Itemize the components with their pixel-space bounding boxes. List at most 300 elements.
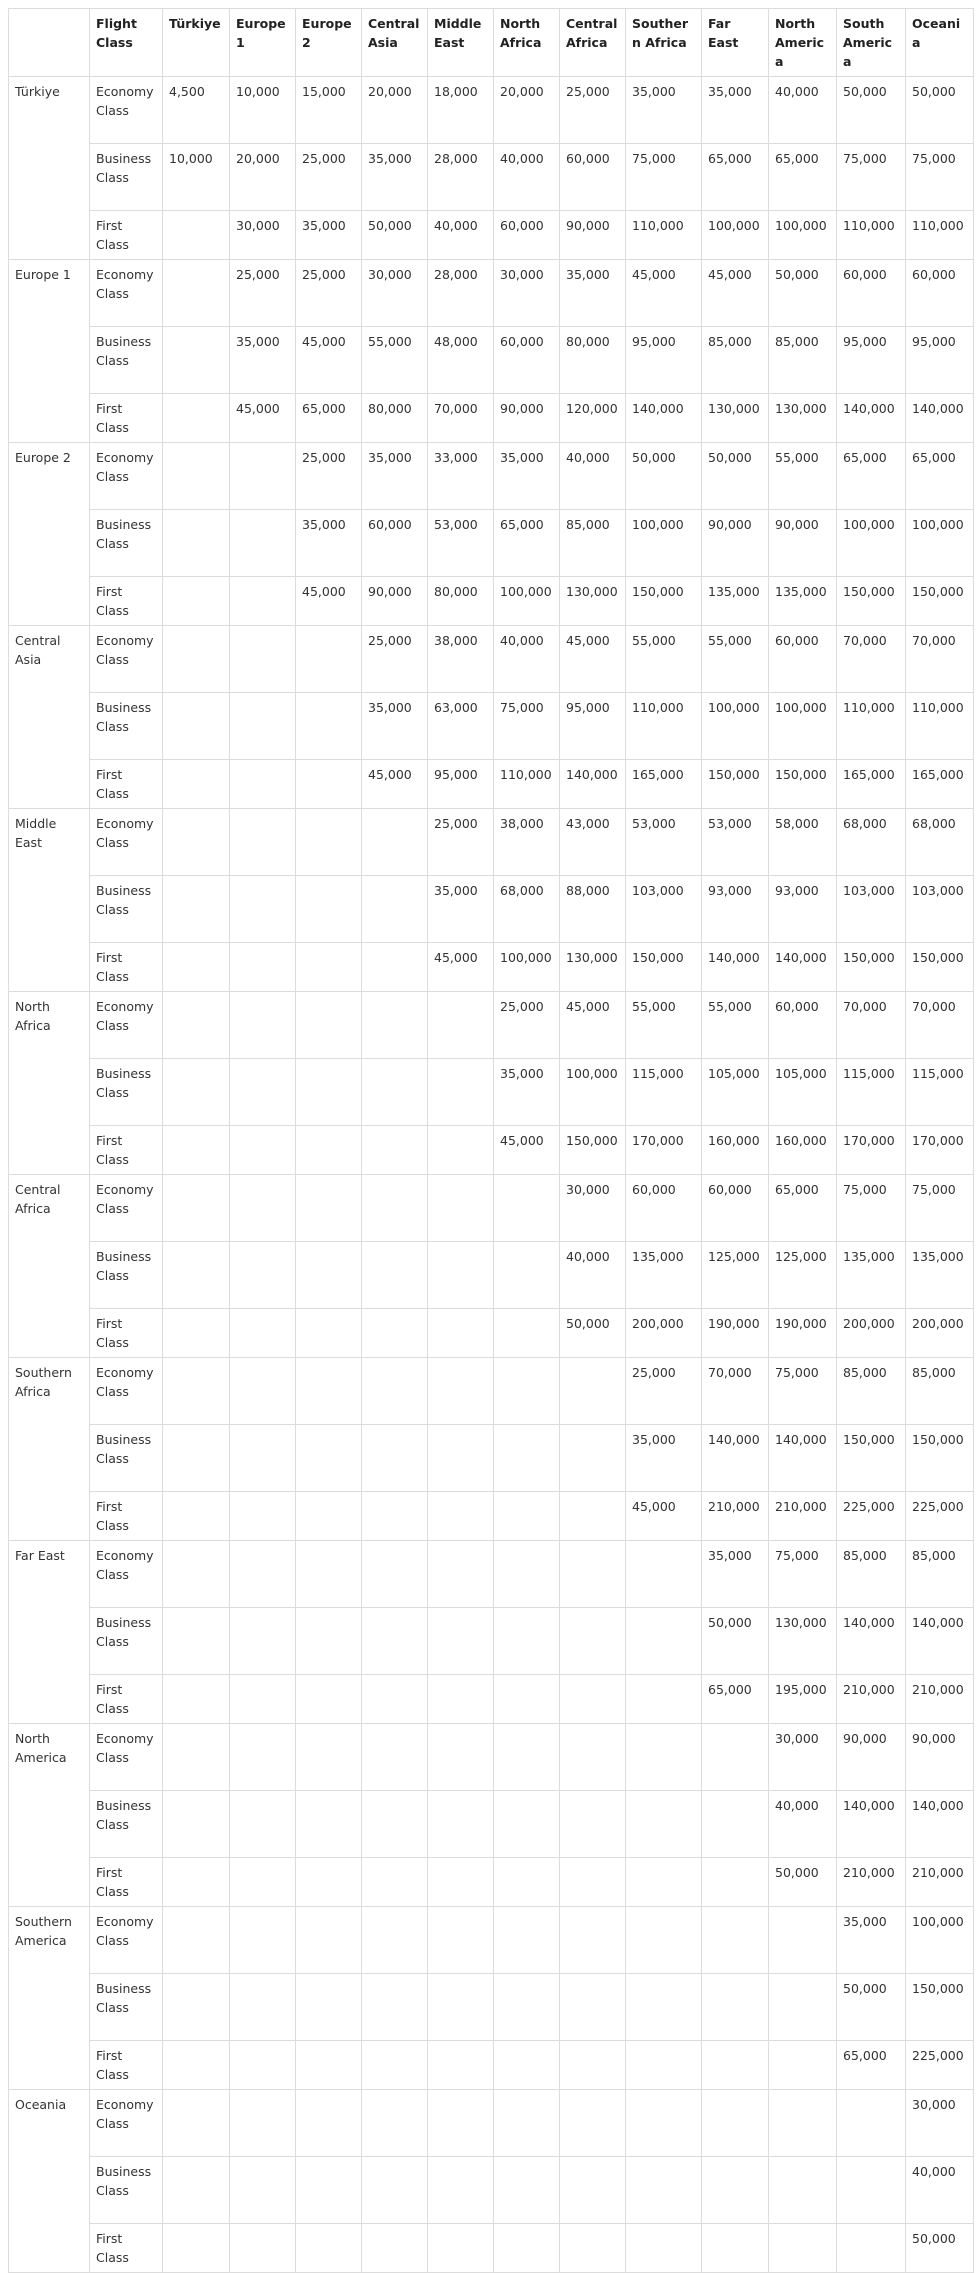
miles-value-cell	[560, 1358, 626, 1425]
miles-value-cell	[362, 1608, 428, 1675]
table-row	[9, 760, 974, 809]
table-row	[9, 1492, 974, 1541]
miles-value-cell: 70,000	[837, 992, 906, 1059]
miles-value-cell: 55,000	[362, 327, 428, 394]
flight-class-cell: Business Class	[90, 2157, 163, 2224]
origin-region-cell: Southern America	[9, 1907, 90, 2090]
miles-value-cell	[230, 1791, 296, 1858]
miles-value-cell: 60,000	[494, 327, 560, 394]
miles-value-cell	[296, 943, 362, 992]
miles-value-cell: 55,000	[626, 992, 702, 1059]
miles-value-cell: 90,000	[769, 510, 837, 577]
miles-value-cell	[163, 577, 230, 626]
table-row	[9, 1358, 974, 1425]
miles-value-cell	[163, 1791, 230, 1858]
miles-value-cell: 55,000	[702, 992, 769, 1059]
miles-value-cell	[702, 1791, 769, 1858]
miles-value-cell: 190,000	[702, 1309, 769, 1358]
miles-value-cell: 50,000	[769, 1858, 837, 1907]
miles-value-cell: 50,000	[906, 2224, 974, 2273]
miles-value-cell	[702, 1858, 769, 1907]
flight-class-cell: Business Class	[90, 327, 163, 394]
miles-value-cell	[230, 1907, 296, 1974]
flight-class-cell: First Class	[90, 1858, 163, 1907]
miles-value-cell	[163, 1309, 230, 1358]
miles-value-cell: 110,000	[494, 760, 560, 809]
miles-value-cell: 150,000	[837, 577, 906, 626]
miles-value-cell	[362, 1907, 428, 1974]
column-header-destination: Türkiye	[163, 9, 230, 77]
miles-value-cell	[837, 2224, 906, 2273]
miles-value-cell: 165,000	[626, 760, 702, 809]
miles-value-cell: 150,000	[906, 943, 974, 992]
miles-value-cell	[296, 2224, 362, 2273]
table-row	[9, 1608, 974, 1675]
miles-value-cell: 48,000	[428, 327, 494, 394]
miles-value-cell: 35,000	[560, 260, 626, 327]
table-row	[9, 1541, 974, 1608]
origin-region-cell: Far East	[9, 1541, 90, 1724]
miles-value-cell: 60,000	[906, 260, 974, 327]
origin-region-cell: Southern Africa	[9, 1358, 90, 1541]
miles-value-cell	[230, 2090, 296, 2157]
miles-value-cell: 43,000	[560, 809, 626, 876]
miles-value-cell	[494, 2041, 560, 2090]
miles-value-cell	[362, 1791, 428, 1858]
miles-value-cell	[428, 2041, 494, 2090]
miles-value-cell: 50,000	[560, 1309, 626, 1358]
miles-value-cell	[428, 1791, 494, 1858]
miles-value-cell	[362, 2041, 428, 2090]
miles-value-cell: 30,000	[494, 260, 560, 327]
table-row	[9, 443, 974, 510]
miles-value-cell: 135,000	[626, 1242, 702, 1309]
miles-value-cell	[626, 2224, 702, 2273]
miles-value-cell: 85,000	[906, 1358, 974, 1425]
miles-value-cell	[296, 693, 362, 760]
table-header-row	[9, 9, 974, 77]
miles-value-cell: 150,000	[769, 760, 837, 809]
miles-value-cell	[702, 1724, 769, 1791]
miles-value-cell: 95,000	[428, 760, 494, 809]
miles-value-cell: 140,000	[769, 1425, 837, 1492]
miles-value-cell	[296, 1425, 362, 1492]
miles-value-cell: 200,000	[837, 1309, 906, 1358]
miles-value-cell	[702, 2157, 769, 2224]
miles-value-cell	[296, 1358, 362, 1425]
miles-value-cell: 25,000	[296, 260, 362, 327]
miles-value-cell: 160,000	[769, 1126, 837, 1175]
miles-value-cell: 103,000	[837, 876, 906, 943]
miles-value-cell	[163, 760, 230, 809]
miles-value-cell: 45,000	[296, 577, 362, 626]
miles-value-cell: 170,000	[626, 1126, 702, 1175]
miles-value-cell: 20,000	[362, 77, 428, 144]
miles-value-cell	[494, 1974, 560, 2041]
miles-value-cell	[702, 2224, 769, 2273]
miles-value-cell	[626, 1724, 702, 1791]
miles-value-cell: 68,000	[494, 876, 560, 943]
flight-class-cell: Business Class	[90, 1791, 163, 1858]
miles-value-cell: 135,000	[837, 1242, 906, 1309]
table-row	[9, 1126, 974, 1175]
miles-value-cell	[494, 1608, 560, 1675]
miles-value-cell: 115,000	[906, 1059, 974, 1126]
corner-header-cell	[9, 9, 90, 77]
miles-value-cell	[163, 2224, 230, 2273]
flight-class-cell: Business Class	[90, 510, 163, 577]
miles-value-cell	[494, 2090, 560, 2157]
miles-value-cell: 140,000	[837, 394, 906, 443]
miles-value-cell: 35,000	[626, 1425, 702, 1492]
table-row	[9, 809, 974, 876]
miles-value-cell: 150,000	[906, 577, 974, 626]
miles-value-cell: 60,000	[837, 260, 906, 327]
miles-value-cell: 150,000	[626, 577, 702, 626]
miles-value-cell	[769, 1974, 837, 2041]
miles-value-cell: 75,000	[626, 144, 702, 211]
miles-value-cell: 110,000	[837, 211, 906, 260]
flight-class-cell: Economy Class	[90, 1358, 163, 1425]
miles-value-cell	[494, 1675, 560, 1724]
origin-region-cell: Türkiye	[9, 77, 90, 260]
table-row	[9, 77, 974, 144]
miles-value-cell	[163, 1358, 230, 1425]
miles-value-cell: 50,000	[906, 77, 974, 144]
miles-value-cell	[428, 1541, 494, 1608]
miles-value-cell	[560, 1974, 626, 2041]
miles-value-cell	[230, 1358, 296, 1425]
miles-value-cell	[769, 1907, 837, 1974]
miles-value-cell: 225,000	[906, 1492, 974, 1541]
miles-value-cell	[362, 876, 428, 943]
miles-value-cell	[296, 1492, 362, 1541]
miles-value-cell	[494, 1791, 560, 1858]
miles-value-cell	[626, 2041, 702, 2090]
miles-value-cell	[163, 1126, 230, 1175]
table-row	[9, 2157, 974, 2224]
miles-value-cell	[428, 2157, 494, 2224]
miles-value-cell: 70,000	[906, 626, 974, 693]
miles-value-cell: 100,000	[769, 211, 837, 260]
origin-region-cell: Central Asia	[9, 626, 90, 809]
miles-value-cell	[626, 2157, 702, 2224]
miles-value-cell: 25,000	[296, 144, 362, 211]
miles-value-cell: 35,000	[837, 1907, 906, 1974]
miles-value-cell	[230, 809, 296, 876]
miles-value-cell: 130,000	[560, 943, 626, 992]
miles-value-cell	[494, 1492, 560, 1541]
miles-value-cell: 65,000	[837, 2041, 906, 2090]
miles-value-cell: 40,000	[494, 144, 560, 211]
miles-value-cell	[296, 1608, 362, 1675]
table-row	[9, 211, 974, 260]
miles-value-cell	[230, 1675, 296, 1724]
miles-value-cell: 60,000	[626, 1175, 702, 1242]
flight-class-cell: First Class	[90, 394, 163, 443]
miles-value-cell	[163, 809, 230, 876]
miles-value-cell: 100,000	[494, 943, 560, 992]
miles-value-cell: 140,000	[906, 1608, 974, 1675]
miles-value-cell: 70,000	[702, 1358, 769, 1425]
miles-value-cell	[560, 1425, 626, 1492]
miles-value-cell: 100,000	[702, 693, 769, 760]
miles-value-cell: 75,000	[837, 1175, 906, 1242]
miles-value-cell	[494, 1242, 560, 1309]
miles-value-cell	[560, 2224, 626, 2273]
miles-value-cell: 120,000	[560, 394, 626, 443]
flight-class-cell: Business Class	[90, 1059, 163, 1126]
miles-value-cell: 95,000	[906, 327, 974, 394]
miles-value-cell: 75,000	[494, 693, 560, 760]
miles-value-cell	[362, 992, 428, 1059]
miles-value-cell	[769, 2041, 837, 2090]
miles-value-cell: 53,000	[428, 510, 494, 577]
miles-value-cell: 65,000	[769, 144, 837, 211]
miles-value-cell: 40,000	[560, 1242, 626, 1309]
miles-value-cell: 80,000	[560, 327, 626, 394]
miles-value-cell	[626, 1608, 702, 1675]
miles-value-cell	[163, 443, 230, 510]
miles-value-cell: 165,000	[837, 760, 906, 809]
miles-value-cell: 60,000	[702, 1175, 769, 1242]
miles-value-cell	[230, 1974, 296, 2041]
miles-value-cell	[296, 992, 362, 1059]
miles-value-cell: 170,000	[906, 1126, 974, 1175]
miles-value-cell	[296, 809, 362, 876]
miles-value-cell	[494, 1425, 560, 1492]
miles-value-cell: 25,000	[626, 1358, 702, 1425]
miles-value-cell: 150,000	[560, 1126, 626, 1175]
column-header-destination: Central Asia	[362, 9, 428, 77]
miles-value-cell: 28,000	[428, 144, 494, 211]
flight-class-cell: First Class	[90, 577, 163, 626]
miles-value-cell	[560, 1858, 626, 1907]
miles-value-cell: 95,000	[626, 327, 702, 394]
miles-value-cell	[428, 1126, 494, 1175]
origin-region-cell: North Africa	[9, 992, 90, 1175]
miles-value-cell: 40,000	[769, 1791, 837, 1858]
miles-value-cell: 225,000	[906, 2041, 974, 2090]
miles-value-cell: 200,000	[626, 1309, 702, 1358]
miles-value-cell	[163, 211, 230, 260]
miles-value-cell: 50,000	[837, 1974, 906, 2041]
origin-region-cell: North America	[9, 1724, 90, 1907]
miles-value-cell: 85,000	[906, 1541, 974, 1608]
miles-value-cell	[362, 1858, 428, 1907]
miles-value-cell: 140,000	[626, 394, 702, 443]
table-row	[9, 2090, 974, 2157]
miles-value-cell	[230, 992, 296, 1059]
origin-region-cell: Middle East	[9, 809, 90, 992]
column-header-destination: Middle East	[428, 9, 494, 77]
miles-value-cell	[626, 1974, 702, 2041]
miles-value-cell	[702, 1907, 769, 1974]
flight-class-cell: Economy Class	[90, 1175, 163, 1242]
miles-value-cell	[163, 992, 230, 1059]
miles-value-cell	[163, 260, 230, 327]
miles-value-cell	[230, 2041, 296, 2090]
miles-value-cell	[494, 1858, 560, 1907]
miles-value-cell	[230, 1724, 296, 1791]
miles-value-cell: 45,000	[560, 626, 626, 693]
miles-value-cell: 25,000	[362, 626, 428, 693]
miles-value-cell	[494, 1541, 560, 1608]
miles-value-cell: 35,000	[626, 77, 702, 144]
column-header-destination: Oceania	[906, 9, 974, 77]
miles-value-cell: 45,000	[560, 992, 626, 1059]
miles-value-cell	[163, 1059, 230, 1126]
miles-value-cell	[296, 2041, 362, 2090]
flight-class-cell: Business Class	[90, 693, 163, 760]
miles-value-cell: 80,000	[362, 394, 428, 443]
miles-value-cell	[362, 1492, 428, 1541]
column-header-destination: Central Africa	[560, 9, 626, 77]
miles-value-cell	[296, 1059, 362, 1126]
miles-value-cell	[362, 1309, 428, 1358]
miles-value-cell	[362, 2157, 428, 2224]
miles-value-cell	[560, 1724, 626, 1791]
miles-value-cell	[428, 1175, 494, 1242]
table-row	[9, 1425, 974, 1492]
miles-value-cell	[230, 2224, 296, 2273]
column-header-destination: South America	[837, 9, 906, 77]
flight-class-cell: Economy Class	[90, 77, 163, 144]
miles-value-cell: 45,000	[296, 327, 362, 394]
miles-value-cell	[494, 2224, 560, 2273]
miles-value-cell	[163, 943, 230, 992]
miles-value-cell	[230, 443, 296, 510]
miles-value-cell	[163, 626, 230, 693]
miles-value-cell	[163, 1608, 230, 1675]
table-row	[9, 1974, 974, 2041]
miles-value-cell: 68,000	[906, 809, 974, 876]
miles-value-cell: 60,000	[769, 626, 837, 693]
miles-value-cell	[163, 394, 230, 443]
miles-value-cell	[494, 1724, 560, 1791]
column-header-flight-class: Flight Class	[90, 9, 163, 77]
miles-value-cell	[163, 1974, 230, 2041]
table-row	[9, 1059, 974, 1126]
miles-value-cell: 110,000	[837, 693, 906, 760]
miles-value-cell: 35,000	[362, 693, 428, 760]
column-header-destination: North Africa	[494, 9, 560, 77]
miles-value-cell: 125,000	[702, 1242, 769, 1309]
miles-value-cell: 35,000	[296, 510, 362, 577]
miles-value-cell: 10,000	[163, 144, 230, 211]
table-row	[9, 144, 974, 211]
miles-value-cell: 160,000	[702, 1126, 769, 1175]
miles-value-cell	[494, 2157, 560, 2224]
miles-value-cell	[230, 1492, 296, 1541]
miles-value-cell	[494, 1907, 560, 1974]
miles-value-cell: 50,000	[837, 77, 906, 144]
miles-value-cell: 200,000	[906, 1309, 974, 1358]
miles-value-cell: 35,000	[702, 1541, 769, 1608]
miles-value-cell	[230, 1175, 296, 1242]
miles-value-cell	[230, 1242, 296, 1309]
miles-value-cell: 210,000	[837, 1858, 906, 1907]
miles-value-cell	[362, 1425, 428, 1492]
miles-value-cell	[230, 510, 296, 577]
miles-value-cell: 103,000	[906, 876, 974, 943]
miles-value-cell: 30,000	[769, 1724, 837, 1791]
miles-value-cell	[428, 1059, 494, 1126]
miles-value-cell	[163, 1675, 230, 1724]
miles-value-cell: 105,000	[702, 1059, 769, 1126]
miles-value-cell	[296, 2090, 362, 2157]
flight-class-cell: First Class	[90, 1309, 163, 1358]
miles-value-cell	[230, 1541, 296, 1608]
miles-value-cell: 110,000	[906, 693, 974, 760]
miles-value-cell: 50,000	[702, 1608, 769, 1675]
flight-class-cell: First Class	[90, 2224, 163, 2273]
miles-value-cell: 140,000	[837, 1791, 906, 1858]
miles-value-cell: 70,000	[837, 626, 906, 693]
miles-value-cell: 100,000	[769, 693, 837, 760]
miles-value-cell	[296, 1309, 362, 1358]
miles-value-cell	[494, 1358, 560, 1425]
miles-value-cell	[560, 2157, 626, 2224]
miles-value-cell	[362, 809, 428, 876]
miles-value-cell: 150,000	[837, 1425, 906, 1492]
miles-value-cell	[428, 1974, 494, 2041]
miles-value-cell: 65,000	[906, 443, 974, 510]
award-miles-table	[8, 8, 974, 2273]
flight-class-cell: First Class	[90, 1492, 163, 1541]
miles-value-cell	[163, 2157, 230, 2224]
flight-class-cell: Economy Class	[90, 809, 163, 876]
miles-value-cell: 25,000	[428, 809, 494, 876]
miles-value-cell	[230, 693, 296, 760]
miles-value-cell: 65,000	[702, 144, 769, 211]
miles-value-cell	[560, 1492, 626, 1541]
miles-value-cell	[560, 2041, 626, 2090]
miles-value-cell	[428, 1242, 494, 1309]
miles-value-cell: 210,000	[906, 1675, 974, 1724]
miles-value-cell: 40,000	[769, 77, 837, 144]
flight-class-cell: Economy Class	[90, 626, 163, 693]
miles-value-cell: 35,000	[494, 1059, 560, 1126]
miles-value-cell	[362, 1126, 428, 1175]
flight-class-cell: Business Class	[90, 1608, 163, 1675]
table-row	[9, 2224, 974, 2273]
miles-value-cell	[428, 1425, 494, 1492]
miles-value-cell: 140,000	[906, 394, 974, 443]
miles-value-cell: 85,000	[837, 1358, 906, 1425]
miles-value-cell: 140,000	[906, 1791, 974, 1858]
miles-value-cell	[296, 1724, 362, 1791]
miles-value-cell	[560, 2090, 626, 2157]
miles-value-cell	[230, 1425, 296, 1492]
origin-region-cell: Europe 2	[9, 443, 90, 626]
miles-value-cell: 90,000	[560, 211, 626, 260]
miles-value-cell	[428, 1358, 494, 1425]
miles-value-cell: 25,000	[296, 443, 362, 510]
miles-value-cell: 140,000	[702, 1425, 769, 1492]
miles-value-cell: 30,000	[230, 211, 296, 260]
miles-value-cell	[296, 2157, 362, 2224]
miles-value-cell	[163, 1425, 230, 1492]
miles-value-cell: 90,000	[362, 577, 428, 626]
miles-value-cell	[560, 1541, 626, 1608]
miles-value-cell	[230, 626, 296, 693]
miles-value-cell: 45,000	[230, 394, 296, 443]
miles-value-cell	[560, 1791, 626, 1858]
miles-value-cell: 115,000	[837, 1059, 906, 1126]
miles-value-cell	[362, 1724, 428, 1791]
miles-value-cell: 110,000	[626, 211, 702, 260]
